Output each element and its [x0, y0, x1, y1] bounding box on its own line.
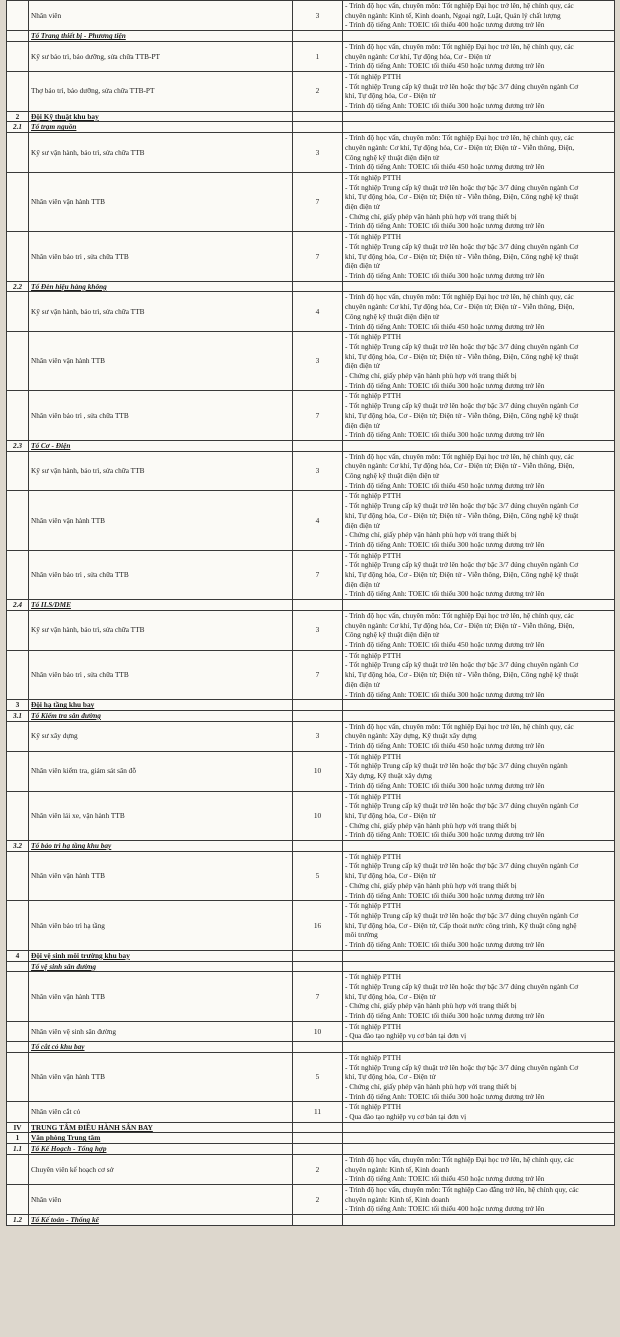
job-row	[7, 550, 615, 600]
subsection-row	[7, 961, 615, 972]
empty-cell	[293, 950, 343, 961]
headcount: 11	[293, 1102, 343, 1122]
empty-cell	[343, 1144, 615, 1155]
empty-cell	[343, 440, 615, 451]
section-name: Tổ bảo trì hạ tầng khu bay	[29, 841, 293, 852]
job-row	[7, 172, 615, 231]
headcount: 5	[293, 1052, 343, 1102]
requirements: - Tốt nghiệp PTTH - Tốt nghiệp Trung cấp kỹ thuật trở lên hoặc thợ bậc 3/7 đúng chuyên ngành Cơ khí, Tự động hóa, Cơ - Điện tử - Chứng chỉ, giấy phép vận hành phù hợp với trang thiết bị - Trình độ tiếng Anh: TOEIC tối thiểu 300 hoặc tương đương trở lên	[343, 851, 615, 901]
empty-cell	[293, 1144, 343, 1155]
empty-cell	[343, 31, 615, 42]
row-index: 2	[7, 111, 29, 122]
position-name: Kỹ sư bảo trì, bảo dưỡng, sửa chữa TTB-PT	[29, 41, 293, 71]
empty-cell	[343, 950, 615, 961]
headcount: 4	[293, 491, 343, 550]
position-name: Nhân viên vận hành TTB	[29, 851, 293, 901]
job-row	[7, 901, 615, 951]
empty-cell	[293, 440, 343, 451]
section-name: Tổ trạm nguồn	[29, 122, 293, 133]
headcount: 1	[293, 41, 343, 71]
row-index	[7, 1042, 29, 1053]
row-index	[7, 71, 29, 111]
empty-cell	[343, 1122, 615, 1133]
row-index	[7, 332, 29, 391]
headcount: 7	[293, 391, 343, 441]
position-name: Chuyên viên kế hoạch cơ sở	[29, 1154, 293, 1184]
empty-cell	[293, 1133, 343, 1144]
subsection-row	[7, 600, 615, 611]
job-row	[7, 1021, 615, 1041]
subsection-row	[7, 440, 615, 451]
row-index	[7, 961, 29, 972]
section-name: Đội Kỹ thuật khu bay	[29, 111, 293, 122]
row-index	[7, 232, 29, 282]
headcount: 5	[293, 851, 343, 901]
row-index	[7, 1, 29, 31]
subsection-row	[7, 1042, 615, 1053]
section-name: TRUNG TÂM ĐIỀU HÀNH SÂN BAY	[29, 1122, 293, 1133]
job-row	[7, 1184, 615, 1214]
requirements: - Tốt nghiệp PTTH - Tốt nghiệp Trung cấp kỹ thuật trở lên hoặc thợ bậc 3/7 đúng chuyên ngành Cơ khí, Tự động hóa, Cơ - Điện tử; Điện tử - Viễn thông, Điện, Công nghệ kỹ thuật điện điện tử - Trình độ tiếng Anh: TOEIC tối thiểu 300 hoặc tương đương trở lên	[343, 391, 615, 441]
row-index	[7, 451, 29, 491]
headcount: 2	[293, 1184, 343, 1214]
row-index	[7, 31, 29, 42]
job-row	[7, 292, 615, 332]
position-name: Nhân viên vệ sinh sân đường	[29, 1021, 293, 1041]
empty-cell	[293, 841, 343, 852]
position-name: Nhân viên lái xe, vận hành TTB	[29, 791, 293, 841]
headcount: 7	[293, 550, 343, 600]
position-name: Nhân viên	[29, 1184, 293, 1214]
position-name: Nhân viên bảo trì , sửa chữa TTB	[29, 391, 293, 441]
job-row	[7, 791, 615, 841]
requirements: - Trình độ học vấn, chuyên môn: Tốt nghiệp Đại học trở lên, hệ chính quy, các chuyên ngành: Cơ khí, Tự động hóa, Cơ - Điện tử; Điện tử - Viễn thông, Điện, Công nghệ kỹ thuật điện điện tử - Trình độ tiếng Anh: TOEIC tối thiểu 450 hoặc tương đương trở lên	[343, 292, 615, 332]
section-name: Tổ Kế toán - Thống kê	[29, 1215, 293, 1226]
job-row	[7, 232, 615, 282]
job-row	[7, 1102, 615, 1122]
requirements: - Tốt nghiệp PTTH - Tốt nghiệp Trung cấp kỹ thuật trở lên hoặc thợ bậc 3/7 đúng chuyên ngành Cơ khí, Tự động hóa, Cơ - Điện tử; Điện tử - Viễn thông, Điện, Công nghệ kỹ thuật điện điện tử - Trình độ tiếng Anh: TOEIC tối thiểu 300 hoặc tương đương trở lên	[343, 232, 615, 282]
requirements: - Tốt nghiệp PTTH - Tốt nghiệp Trung cấp kỹ thuật trở lên hoặc thợ bậc 3/7 đúng chuyên ngành Cơ khí, Tự động hóa, Cơ - Điện tử - Chứng chỉ, giấy phép vận hành phù hợp với trang thiết bị - Trình độ tiếng Anh: TOEIC tối thiểu 300 hoặc tương đương trở lên	[343, 791, 615, 841]
row-index	[7, 751, 29, 791]
job-row	[7, 610, 615, 650]
empty-cell	[293, 1122, 343, 1133]
empty-cell	[293, 1042, 343, 1053]
row-index	[7, 491, 29, 550]
headcount: 3	[293, 332, 343, 391]
requirements: - Tốt nghiệp PTTH - Tốt nghiệp Trung cấp kỹ thuật trở lên hoặc thợ bậc 3/7 đúng chuyên ngành Cơ khí, Tự động hóa, Cơ - Điện tử; Điện tử - Viễn thông, Điện, Công nghệ kỹ thuật điện điện tử - Trình độ tiếng Anh: TOEIC tối thiểu 300 hoặc tương đương trở lên	[343, 550, 615, 600]
job-row	[7, 751, 615, 791]
job-row	[7, 851, 615, 901]
empty-cell	[343, 122, 615, 133]
headcount: 3	[293, 133, 343, 173]
subsection-row	[7, 1144, 615, 1155]
section-name: Đội vệ sinh môi trường khu bay	[29, 950, 293, 961]
job-row	[7, 451, 615, 491]
position-name: Nhân viên kiểm tra, giám sát sân đỗ	[29, 751, 293, 791]
requirements: - Trình độ học vấn, chuyên môn: Tốt nghiệp Cao đẳng trở lên, hệ chính quy, các chuyên ngành: Kinh tế, Kinh doanh - Trình độ tiếng Anh: TOEIC tối thiểu 400 hoặc tương đương trở lên	[343, 1184, 615, 1214]
empty-cell	[293, 1215, 343, 1226]
job-row	[7, 71, 615, 111]
row-index	[7, 610, 29, 650]
headcount: 3	[293, 610, 343, 650]
requirements: - Tốt nghiệp PTTH - Tốt nghiệp Trung cấp kỹ thuật trở lên hoặc thợ bậc 3/7 đúng chuyên ngành Cơ khí, Tự động hóa, Cơ - Điện tử; Điện tử - Viễn thông, Điện, Công nghệ kỹ thuật điện điện tử - Chứng chỉ, giấy phép vận hành phù hợp với trang thiết bị - Trình độ tiếng Anh: TOEIC tối thiểu 300 hoặc tương đương trở lên	[343, 332, 615, 391]
headcount: 7	[293, 972, 343, 1022]
position-name: Thợ bảo trì, bảo dưỡng, sửa chữa TTB-PT	[29, 71, 293, 111]
position-name: Kỹ sư vận hành, bảo trì, sửa chữa TTB	[29, 451, 293, 491]
headcount: 16	[293, 901, 343, 951]
empty-cell	[293, 961, 343, 972]
row-index: 1.2	[7, 1215, 29, 1226]
empty-cell	[293, 281, 343, 292]
position-name: Nhân viên bảo trì , sửa chữa TTB	[29, 550, 293, 600]
requirements: - Trình độ học vấn, chuyên môn: Tốt nghiệp Đại học trở lên, hệ chính quy, các chuyên ngành: Kinh tế, Kinh doanh, Ngoại ngữ, Luật, Quản lý chất lượng - Trình độ tiếng Anh: TOEIC tối thiểu 400 hoặc tương đương trở lên	[343, 1, 615, 31]
headcount: 4	[293, 292, 343, 332]
row-index	[7, 1102, 29, 1122]
section-name: Tổ ILS/DME	[29, 600, 293, 611]
requirements: - Tốt nghiệp PTTH - Tốt nghiệp Trung cấp kỹ thuật trở lên hoặc thợ bậc 3/7 đúng chuyên ngành Cơ khí, Tự động hóa, Cơ - Điện tử - Chứng chỉ, giấy phép vận hành phù hợp với trang thiết bị - Trình độ tiếng Anh: TOEIC tối thiểu 300 hoặc tương đương trở lên	[343, 1052, 615, 1102]
empty-cell	[343, 961, 615, 972]
position-name: Nhân viên vận hành TTB	[29, 491, 293, 550]
job-row	[7, 1154, 615, 1184]
section-name: Tổ Kiểm tra sân đường	[29, 710, 293, 721]
row-index	[7, 41, 29, 71]
job-row	[7, 332, 615, 391]
position-name: Kỹ sư vận hành, bảo trì, sửa chữa TTB	[29, 292, 293, 332]
requirements: - Trình độ học vấn, chuyên môn: Tốt nghiệp Đại học trở lên, hệ chính quy, các chuyên ngành: Cơ khí, Tự động hóa, Cơ - Điện tử; Điện tử - Viễn thông, Điện, Công nghệ kỹ thuật điện điện tử - Trình độ tiếng Anh: TOEIC tối thiểu 450 hoặc tương đương trở lên	[343, 451, 615, 491]
headcount: 7	[293, 232, 343, 282]
requirements: - Tốt nghiệp PTTH - Tốt nghiệp Trung cấp kỹ thuật trở lên hoặc thợ bậc 3/7 đúng chuyên ngành Cơ khí, Tự động hóa, Cơ - Điện tử; Điện tử - Viễn thông, Điện, Công nghệ kỹ thuật điện điện tử - Trình độ tiếng Anh: TOEIC tối thiểu 300 hoặc tương đương trở lên	[343, 650, 615, 700]
subsection-row	[7, 841, 615, 852]
section-name: Tổ cắt cỏ khu bay	[29, 1042, 293, 1053]
row-index	[7, 1021, 29, 1041]
row-index	[7, 1184, 29, 1214]
row-index	[7, 292, 29, 332]
section-name: Văn phòng Trung tâm	[29, 1133, 293, 1144]
headcount: 10	[293, 1021, 343, 1041]
empty-cell	[293, 111, 343, 122]
requirements: - Tốt nghiệp PTTH - Tốt nghiệp Trung cấp kỹ thuật trở lên hoặc thợ bậc 3/7 đúng chuyên ngành Xây dựng, Kỹ thuật xây dựng - Trình độ tiếng Anh: TOEIC tối thiểu 300 hoặc tương đương trở lên	[343, 751, 615, 791]
empty-cell	[343, 710, 615, 721]
section-name: Tổ Kế Hoạch - Tổng hợp	[29, 1144, 293, 1155]
empty-cell	[293, 122, 343, 133]
job-row	[7, 972, 615, 1022]
section-row	[7, 111, 615, 122]
row-index	[7, 721, 29, 751]
requirements: - Tốt nghiệp PTTH - Tốt nghiệp Trung cấp kỹ thuật trở lên hoặc thợ bậc 3/7 đúng chuyên ngành Cơ khí, Tự động hóa, Cơ - Điện tử; Điện tử - Viễn thông, Điện, Công nghệ kỹ thuật điện điện tử - Chứng chỉ, giấy phép vận hành phù hợp với trang thiết bị - Trình độ tiếng Anh: TOEIC tối thiểu 300 hoặc tương đương trở lên	[343, 491, 615, 550]
requirements: - Trình độ học vấn, chuyên môn: Tốt nghiệp Đại học trở lên, hệ chính quy, các chuyên ngành: Kinh tế, Kinh doanh - Trình độ tiếng Anh: TOEIC tối thiểu 450 hoặc tương đương trở lên	[343, 1154, 615, 1184]
section-name: Tổ Trang thiết bị - Phương tiện	[29, 31, 293, 42]
job-row	[7, 41, 615, 71]
row-index	[7, 1052, 29, 1102]
headcount: 7	[293, 650, 343, 700]
position-name: Nhân viên	[29, 1, 293, 31]
headcount: 3	[293, 721, 343, 751]
row-index	[7, 791, 29, 841]
subsection-row	[7, 710, 615, 721]
empty-cell	[343, 600, 615, 611]
empty-cell	[343, 1042, 615, 1053]
empty-cell	[293, 31, 343, 42]
requirements: - Tốt nghiệp PTTH - Qua đào tạo nghiệp vụ cơ bản tại đơn vị	[343, 1021, 615, 1041]
subsection-row	[7, 31, 615, 42]
position-name: Nhân viên vận hành TTB	[29, 1052, 293, 1102]
position-name: Nhân viên bảo trì , sửa chữa TTB	[29, 650, 293, 700]
subsection-row	[7, 1215, 615, 1226]
section-row	[7, 1133, 615, 1144]
row-index: 1.1	[7, 1144, 29, 1155]
position-name: Nhân viên bảo trì hạ tầng	[29, 901, 293, 951]
requirements: - Tốt nghiệp PTTH - Tốt nghiệp Trung cấp kỹ thuật trở lên hoặc thợ bậc 3/7 đúng chuyên ngành Cơ khí, Tự động hóa, Cơ - Điện tử, Cấp thoát nước công trình, Kỹ thuật công nghệ môi trường - Trình độ tiếng Anh: TOEIC tối thiểu 300 hoặc tương đương trở lên	[343, 901, 615, 951]
row-index: 1	[7, 1133, 29, 1144]
row-index	[7, 391, 29, 441]
job-row	[7, 391, 615, 441]
row-index: 2.4	[7, 600, 29, 611]
job-row	[7, 491, 615, 550]
empty-cell	[343, 841, 615, 852]
row-index	[7, 650, 29, 700]
section-row	[7, 1122, 615, 1133]
empty-cell	[293, 600, 343, 611]
row-index	[7, 901, 29, 951]
recruitment-table	[6, 0, 615, 1226]
row-index	[7, 972, 29, 1022]
requirements: - Tốt nghiệp PTTH - Tốt nghiệp Trung cấp kỹ thuật trở lên hoặc thợ bậc 3/7 đúng chuyên ngành Cơ khí, Tự động hóa, Cơ - Điện tử; Điện tử - Viễn thông, Điện, Công nghệ kỹ thuật điện điện tử - Chứng chỉ, giấy phép vận hành phù hợp với trang thiết bị - Trình độ tiếng Anh: TOEIC tối thiểu 300 hoặc tương đương trở lên	[343, 172, 615, 231]
position-name: Nhân viên vận hành TTB	[29, 972, 293, 1022]
requirements: - Trình độ học vấn, chuyên môn: Tốt nghiệp Đại học trở lên, hệ chính quy, các chuyên ngành: Cơ khí, Tự động hóa, Cơ - Điện tử; Điện tử - Viễn thông, Điện, Công nghệ kỹ thuật điện điện tử - Trình độ tiếng Anh: TOEIC tối thiểu 450 hoặc tương đương trở lên	[343, 133, 615, 173]
requirements: - Tốt nghiệp PTTH - Qua đào tạo nghiệp vụ cơ bản tại đơn vị	[343, 1102, 615, 1122]
empty-cell	[343, 281, 615, 292]
section-name: Tổ Cơ - Điện	[29, 440, 293, 451]
headcount: 10	[293, 751, 343, 791]
empty-cell	[343, 700, 615, 711]
empty-cell	[293, 710, 343, 721]
section-row	[7, 950, 615, 961]
position-name: Nhân viên bảo trì , sửa chữa TTB	[29, 232, 293, 282]
row-index: 2.2	[7, 281, 29, 292]
job-row	[7, 133, 615, 173]
row-index: 2.1	[7, 122, 29, 133]
requirements: - Trình độ học vấn, chuyên môn: Tốt nghiệp Đại học trở lên, hệ chính quy, các chuyên ngành: Cơ khí, Tự động hóa, Cơ - Điện tử - Trình độ tiếng Anh: TOEIC tối thiểu 450 hoặc tương đương trở lên	[343, 41, 615, 71]
document-page	[6, 0, 614, 1226]
empty-cell	[343, 1215, 615, 1226]
row-index: 4	[7, 950, 29, 961]
subsection-row	[7, 122, 615, 133]
headcount: 3	[293, 1, 343, 31]
row-index	[7, 550, 29, 600]
row-index: 3	[7, 700, 29, 711]
position-name: Kỹ sư xây dựng	[29, 721, 293, 751]
row-index: 3.2	[7, 841, 29, 852]
requirements: - Trình độ học vấn, chuyên môn: Tốt nghiệp Đại học trở lên, hệ chính quy, các chuyên ngành: Cơ khí, Tự động hóa, Cơ - Điện tử; Điện tử - Viễn thông, Điện, Công nghệ kỹ thuật điện điện tử - Trình độ tiếng Anh: TOEIC tối thiểu 450 hoặc tương đương trở lên	[343, 610, 615, 650]
subsection-row	[7, 281, 615, 292]
headcount: 2	[293, 71, 343, 111]
section-name: Đội hạ tầng khu bay	[29, 700, 293, 711]
row-index	[7, 133, 29, 173]
headcount: 10	[293, 791, 343, 841]
row-index	[7, 851, 29, 901]
headcount: 7	[293, 172, 343, 231]
job-row	[7, 1052, 615, 1102]
requirements: - Trình độ học vấn, chuyên môn: Tốt nghiệp Đại học trở lên, hệ chính quy, các chuyên ngành: Xây dựng, Kỹ thuật xây dựng - Trình độ tiếng Anh: TOEIC tối thiểu 450 hoặc tương đương trở lên	[343, 721, 615, 751]
row-index	[7, 1154, 29, 1184]
position-name: Nhân viên cắt cỏ	[29, 1102, 293, 1122]
row-index	[7, 172, 29, 231]
position-name: Kỹ sư vận hành, bảo trì, sửa chữa TTB	[29, 133, 293, 173]
requirements: - Tốt nghiệp PTTH - Tốt nghiệp Trung cấp kỹ thuật trở lên hoặc thợ bậc 3/7 đúng chuyên ngành Cơ khí, Tự động hóa, Cơ - Điện tử - Chứng chỉ, giấy phép vận hành phù hợp với trang thiết bị - Trình độ tiếng Anh: TOEIC tối thiểu 300 hoặc tương đương trở lên	[343, 972, 615, 1022]
section-name: Tổ Đèn hiệu hàng không	[29, 281, 293, 292]
row-index: IV	[7, 1122, 29, 1133]
position-name: Nhân viên vận hành TTB	[29, 172, 293, 231]
empty-cell	[343, 111, 615, 122]
row-index: 3.1	[7, 710, 29, 721]
section-name: Tổ vệ sinh sân đường	[29, 961, 293, 972]
position-name: Nhân viên vận hành TTB	[29, 332, 293, 391]
requirements: - Tốt nghiệp PTTH - Tốt nghiệp Trung cấp kỹ thuật trở lên hoặc thợ bậc 3/7 đúng chuyên ngành Cơ khí, Tự động hóa, Cơ - Điện tử - Trình độ tiếng Anh: TOEIC tối thiểu 300 hoặc tương đương trở lên	[343, 71, 615, 111]
row-index: 2.3	[7, 440, 29, 451]
position-name: Kỹ sư vận hành, bảo trì, sửa chữa TTB	[29, 610, 293, 650]
headcount: 3	[293, 451, 343, 491]
section-row	[7, 700, 615, 711]
job-row	[7, 1, 615, 31]
empty-cell	[293, 700, 343, 711]
headcount: 2	[293, 1154, 343, 1184]
job-row	[7, 650, 615, 700]
job-row	[7, 721, 615, 751]
empty-cell	[343, 1133, 615, 1144]
